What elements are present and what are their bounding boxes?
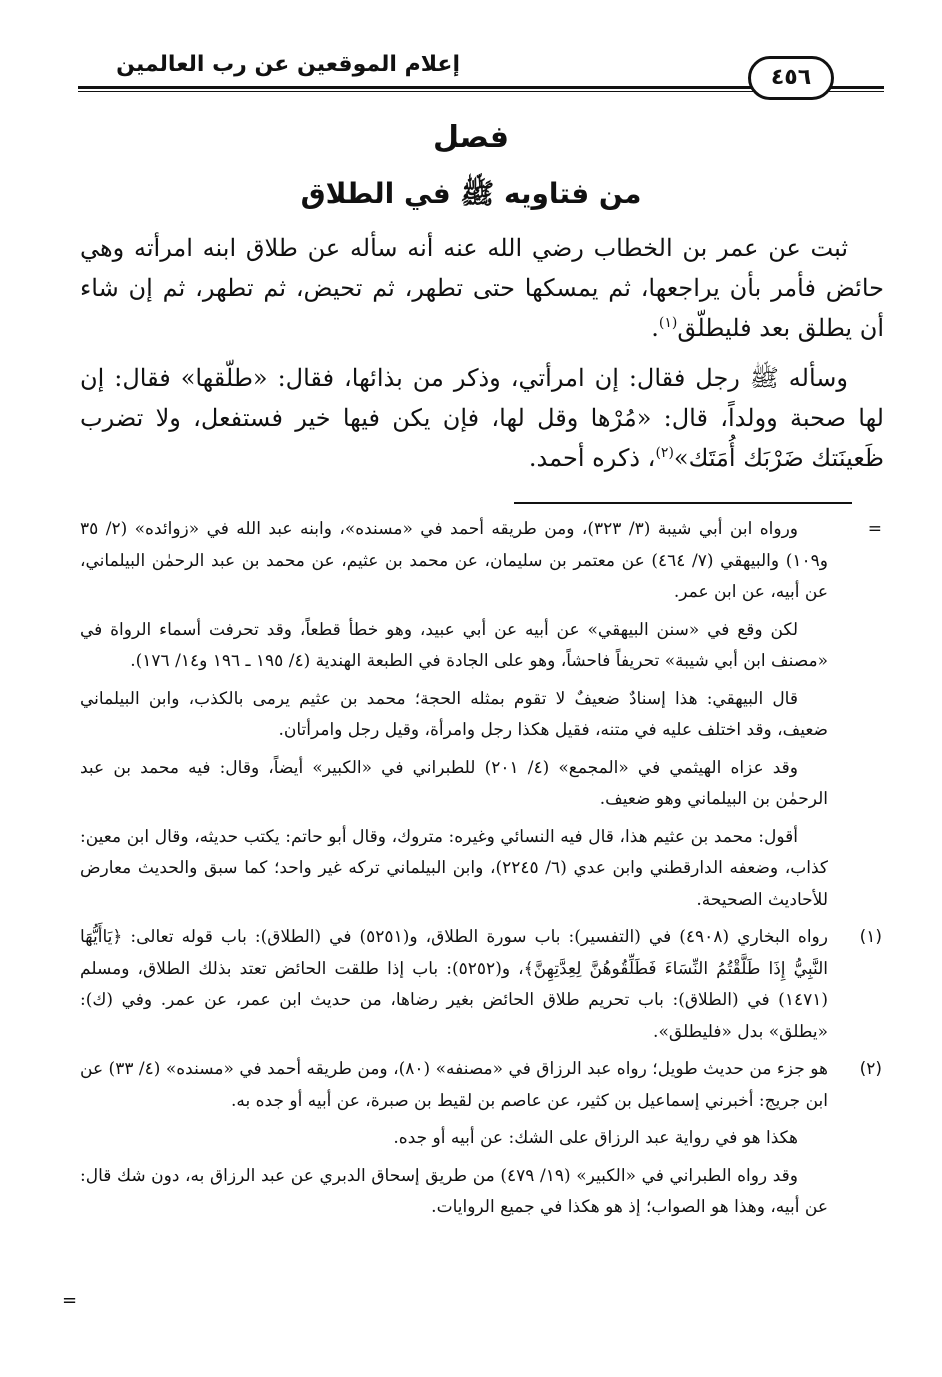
footnote-paragraph: وقد عزاه الهيثمي في «المجمع» (٤/ ٢٠١) للطبراني في «الكبير» أيضاً، وقال: فيه محمد بن عبد الرحمٰن بن البيلماني وهو ضعيف. [80,757,828,809]
footnote-paragraph: هو جزء من حديث طويل؛ رواه عبد الرزاق في «مصنفه» (٨٠)، ومن طريقه أحمد في «مسنده» (٤/ ٣٣) عن ابن جريج: أخبرني إسماعيل بن كثير، عن عاصم بن لقيط بن صبرة، عن أبيه أو جده به. [80,1059,828,1111]
body-paragraph-2: وسأله ﷺ رجل فقال: إن امرأتي، وذكر من بذائها، فقال: «طلّقها» فقال: إن لها صحبة وولداً، قال: «مُرْها وقل لها، فإن يكن فيها خير فستفعل، ولا تضرب ظَعينَتك ضَرْبَك أُمَتَك»$^{(٢)}$، ذكره أحمد. [80,364,884,472]
footnote-number: (٢) [859,1059,882,1079]
footnote-ref-1[interactable]: (١) [658,315,678,331]
chapter-heading: فصل [433,120,509,155]
footnote-2 [80,1054,884,1224]
footnote-paragraph: لكن وقع في «سنن البيهقي» عن أبيه عن أبي عبيد، وهو خطأ قطعاً، وقد تحرفت أسماء الرواة في «مصنف ابن أبي شيبة» تحريفاً فاحشاً، وهو على الجادة في الطبعة الهندية (٤/ ١٩٥ ـ ١٩٦ و١٤/ ١٧٦). [80,619,828,671]
page-number: ٤٥٦ [748,56,834,100]
footnote-divider [514,502,852,504]
main-text [80,228,884,488]
footnote-paragraph: قال البيهقي: هذا إسنادٌ ضعيفٌ لا تقوم بمثله الحجة؛ محمد بن عثيم يرمى بالكذب، وابن البيلماني ضعيف، وقد اختلف عليه في متنه، فقيل هكذا رجل وامرأة، وقيل رجل وامرأتان. [80,688,828,740]
section-heading: من فتاويه ﷺ في الطلاق [300,177,642,210]
footnote-paragraph: أقول: محمد بن عثيم هذا، قال فيه النسائي وغيره: متروك، وقال أبو حاتم: يكتب حديثه، وقال ابن معين: كذاب، وضعفه الدارقطني وابن عدي (٦/ ٢٢٤٥)، وابن البيلماني تركه غير واحد؛ كما سبق والحديث معارض للأحاديث الصحيحة. [80,826,828,910]
footnote-carryover [80,514,884,916]
running-header-title: إعلام الموقعين عن رب العالمين [116,52,460,77]
footnote-number: (١) [859,927,882,947]
continuation-mark-bottom: = [62,1290,78,1311]
footnote-1 [80,922,884,1048]
footnote-paragraph: وقد رواه الطبراني في «الكبير» (١٩/ ٤٧٩) من طريق إسحاق الدبري عن عبد الرزاق به، دون شك قال: عن أبيه، وهذا هو الصواب؛ إذ هو هكذا في جميع الروايات. [80,1165,828,1217]
footnote-paragraph: هكذا هو في رواية عبد الرزاق على الشك: عن أبيه أو جده. [393,1128,798,1148]
footnote-paragraph: رواه البخاري (٤٩٠٨) في (التفسير): باب سورة الطلاق، و(٥٢٥١) في (الطلاق): باب قوله تعالى: ﴿يَاأَيُّهَا النَّبِيُّ إِذَا طَلَّقْتُمُ النِّسَاءَ فَطَلِّقُوهُنَّ لِعِدَّتِهِنَّ﴾، و(٥٢٥٢): باب إذا طلقت الحائض تعتد بذلك الطلاق، ومسلم (١٤٧١) في (الطلاق): باب تحريم طلاق الحائض بغير رضاها، من حديث ابن عمر، عن عمر. وفي (ك): «يطلق» بدل «فليطلق». [80,927,828,1042]
footnotes [80,514,884,1230]
body-paragraph-1: ثبت عن عمر بن الخطاب رضي الله عنه أنه سأله عن طلاق ابنه امرأته وهي حائض فأمر بأن يراجعها، ثم يمسكها حتى تطهر، ثم تحيض، ثم تطهر، ثم إن شاء أن يطلق بعد فليطلّق$^{(١)}$. [80,234,884,342]
continuation-mark: = [867,519,882,539]
footnote-ref-2[interactable]: (٢) [655,445,674,461]
footnote-paragraph: ورواه ابن أبي شيبة (٣/ ٣٢٣)، ومن طريقه أحمد في «مسنده»، وابنه عبد الله في «زوائده» (٢/ ٣٥ و١٠٩) والبيهقي (٧/ ٤٦٤) عن معتمر بن سليمان، عن محمد بن عثيم، عن محمد بن عبد الرحمٰن البيلماني، عن أبيه، عن ابن عمر. [80,519,828,602]
